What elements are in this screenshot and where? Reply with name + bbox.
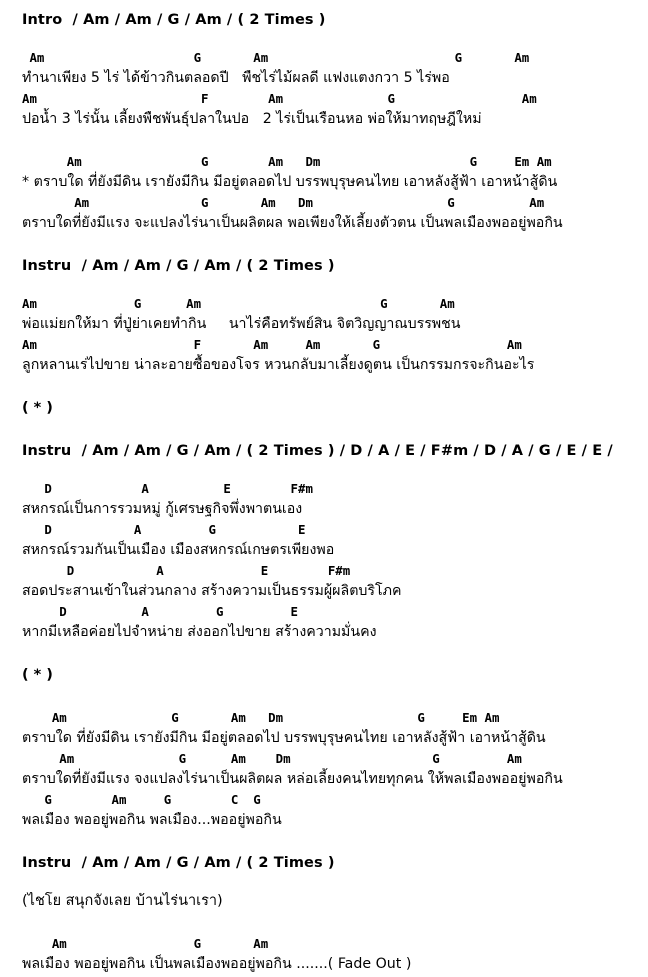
verse2-line1 [22, 294, 648, 335]
verse2-line2-chords: Am F Am Am G Am [22, 337, 522, 352]
spacer [22, 912, 648, 934]
coop-line3-chords: D A E F#m [22, 563, 351, 578]
coop-line4 [22, 602, 648, 643]
chorus-line1-chords: Am G Am Dm G Em Am [22, 154, 552, 169]
instru-header-2: Instru / Am / Am / G / Am / ( 2 Times ) / D / A / E / F#m / D / A / G / E / E / [22, 443, 613, 459]
coop-line4-lyric: หากมีเหลือค่อยไปจำหน่าย ส่งออกไปขาย สร้างความมั่นคง [22, 624, 377, 640]
final-chorus-line3-chords: G Am G C G [22, 792, 261, 807]
final-chorus-line2 [22, 749, 648, 790]
final-chorus-line2-chords: Am G Am Dm G Am [22, 751, 522, 766]
chorus-repeat-marker-1: ( * ) [22, 400, 53, 416]
coop-line3-lyric: สอดประสานเข้าในส่วนกลาง สร้างความเป็นธรรมผู้ผลิตบริโภค [22, 583, 402, 599]
instru-header-3: Instru / Am / Am / G / Am / ( 2 Times ) [22, 855, 335, 871]
spacer [22, 31, 648, 48]
verse2-line1-chords: Am G Am G Am [22, 296, 455, 311]
coop-line1-lyric: สหกรณ์เป็นการรวมหมู่ กู้เศรษฐกิจพึ่งพาตนเอง [22, 501, 303, 517]
coop-line2-chords: D A G E [22, 522, 306, 537]
chorus-line2-lyric: ตราบใดที่ยังมีแรง จะแปลงไร่นาเป็นผลิตผล พอเพียงให้เลี้ยงตัวตน เป็นพลเมืองพออยู่พอกิน [22, 215, 563, 231]
final-chorus-line2-lyric: ตราบใดที่ยังมีแรง จงแปลงไร่นาเป็นผลิตผล หล่อเลี้ยงคนไทยทุกคน ให้พลเมืองพออยู่พอกิน [22, 771, 563, 787]
final-chorus-line3 [22, 790, 648, 831]
spacer [22, 831, 648, 853]
chorus-line2-chords: Am G Am Dm G Am [22, 195, 545, 210]
verse1-line2-chords: Am F Am G Am [22, 91, 537, 106]
verse1-line1-lyric: ทำนาเพียง 5 ไร่ ได้ข้าวกินตลอดปี พืชไร่ไม้ผลดี แฟงแตงกวา 5 ไร่พอ [22, 70, 450, 86]
final-chorus-line1 [22, 708, 648, 749]
chorus-repeat-marker-2: ( * ) [22, 667, 53, 683]
spacer [22, 234, 648, 256]
outro-line [22, 934, 648, 975]
instru-header-1: Instru / Am / Am / G / Am / ( 2 Times ) [22, 258, 335, 274]
intro-header: Intro / Am / Am / G / Am / ( 2 Times ) [22, 12, 326, 28]
coop-line1-chords: D A E F#m [22, 481, 313, 496]
spacer [22, 686, 648, 708]
final-chorus-line3-lyric: พลเมือง พออยู่พอกิน พลเมือง...พออยู่พอกิน [22, 812, 282, 828]
spacer [22, 130, 648, 152]
outro-line-lyric: พลเมือง พออยู่พอกิน เป็นพลเมืองพออยู่พอกิน .......( Fade Out ) [22, 956, 412, 972]
verse1-line1-chords: Am G Am G Am [22, 50, 530, 65]
verse1-line2 [22, 89, 648, 130]
spacer [22, 874, 648, 891]
outro-line-chords: Am G Am [22, 936, 269, 951]
chorus-line1-lyric: * ตราบใด ที่ยังมีดิน เรายังมีกิน มีอยู่ตลอดไป บรรพบุรุษคนไทย เอาหลังสู้ฟ้า เอาหน้าสู้ดิน [22, 174, 558, 190]
coop-line2 [22, 520, 648, 561]
spacer [22, 376, 648, 398]
verse2-line2 [22, 335, 648, 376]
spacer [22, 419, 648, 441]
final-chorus-line1-chords: Am G Am Dm G Em Am [22, 710, 500, 725]
verse1-line2-lyric: ปอน้ำ 3 ไร่นั้น เลี้ยงพืชพันธุ์ปลาในปอ 2 ไร่เป็นเรือนหอ พ่อให้มาทฤษฎีใหม่ [22, 111, 482, 127]
chorus-line1 [22, 152, 648, 193]
verse2-line1-lyric: พ่อแม่ยกให้มา ที่ปู่ย่าเคยทำกิน นาไร่คือทรัพย์สิน จิตวิญญาณบรรพชน [22, 316, 461, 332]
coop-line1 [22, 479, 648, 520]
final-chorus-line1-lyric: ตราบใด ที่ยังมีดิน เรายังมีกิน มีอยู่ตลอดไป บรรพบุรุษคนไทย เอาหลังสู้ฟ้า เอาหน้าสู้ดิน [22, 730, 546, 746]
spacer [22, 462, 648, 479]
chorus-line2 [22, 193, 648, 234]
spacer [22, 643, 648, 665]
spoken-aside: (ไชโย สนุกจังเลย บ้านไร่นาเรา) [22, 893, 223, 909]
spacer [22, 277, 648, 294]
verse2-line2-lyric: ลูกหลานเร่ไปขาย น่าละอายซื้อของโจร หวนกลับมาเลี้ยงดูตน เป็นกรรมกรจะกินอะไร [22, 357, 535, 373]
coop-line4-chords: D A G E [22, 604, 299, 619]
coop-line3 [22, 561, 648, 602]
coop-line2-lyric: สหกรณ์รวมกันเป็นเมือง เมืองสหกรณ์เกษตรเพียงพอ [22, 542, 335, 558]
verse1-line1 [22, 48, 648, 89]
